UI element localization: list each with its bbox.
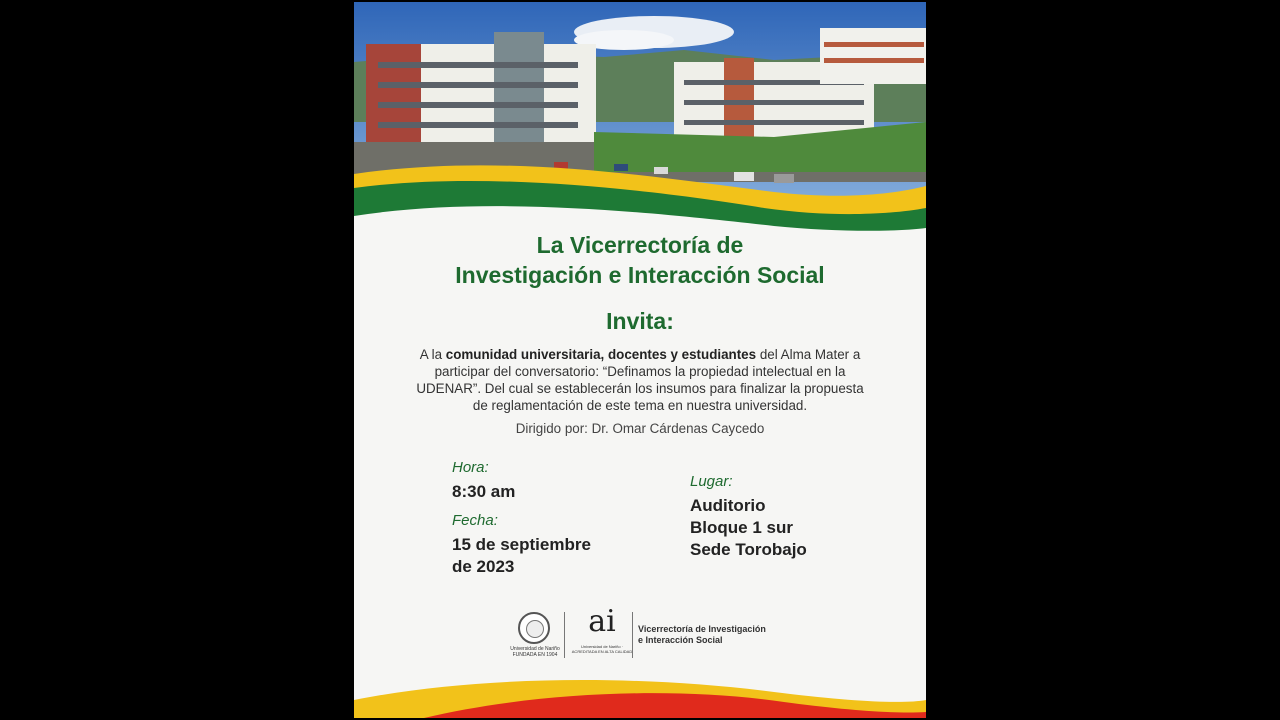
lugar-line-3: Sede Torobajo	[690, 540, 807, 559]
lugar-line-2: Bloque 1 sur	[690, 518, 793, 537]
office-name: Vicerrectoría de Investigación e Interacción Social	[638, 624, 766, 645]
logo-divider	[564, 612, 565, 658]
university-seal-icon	[518, 612, 550, 644]
audience-text: comunidad universitaria, docentes y estudiantes	[445, 347, 757, 362]
fecha-line-1: 15 de septiembre	[452, 535, 591, 554]
event-poster	[354, 2, 926, 718]
logo-divider	[632, 612, 633, 658]
hora-label: Hora:	[452, 459, 489, 476]
director-text: Dirigido por: Dr. Omar Cárdenas Caycedo	[515, 421, 765, 436]
hora-value: 8:30 am	[452, 482, 516, 501]
invite-heading: Invita:	[606, 308, 674, 334]
body-text: del Alma Mater a participar del conversatorio: “Definamos la propiedad intelectual en la UDENAR”. Del cual se establecerán los insumos para finalizar la propuesta de reglamentación de este tema en nuestra universidad.	[416, 347, 864, 413]
title-line-1: La Vicerrectoría de	[536, 232, 744, 258]
page-title	[354, 230, 926, 290]
fecha-label: Fecha:	[452, 512, 498, 529]
fecha-line-2: de 2023	[452, 557, 515, 576]
lugar-value	[690, 495, 807, 561]
fecha-value	[452, 534, 591, 578]
title-line-2: Investigación e Interacción Social	[455, 262, 825, 288]
footer-logos	[508, 604, 778, 660]
university-seal-caption: Universidad de Nariño FUNDADA EN 1904	[510, 646, 560, 658]
intro-text: A la	[419, 347, 443, 362]
lugar-label: Lugar:	[690, 473, 733, 490]
lugar-line-1: Auditorio	[690, 496, 766, 515]
ai-logo-caption: Universidad de Nariño · ACREDITADA EN ALTA CALIDAD	[571, 644, 633, 654]
bottom-wave	[354, 678, 926, 718]
campus-photo	[354, 2, 926, 234]
ai-logo: ai	[588, 604, 616, 639]
invitation-text	[408, 346, 872, 414]
